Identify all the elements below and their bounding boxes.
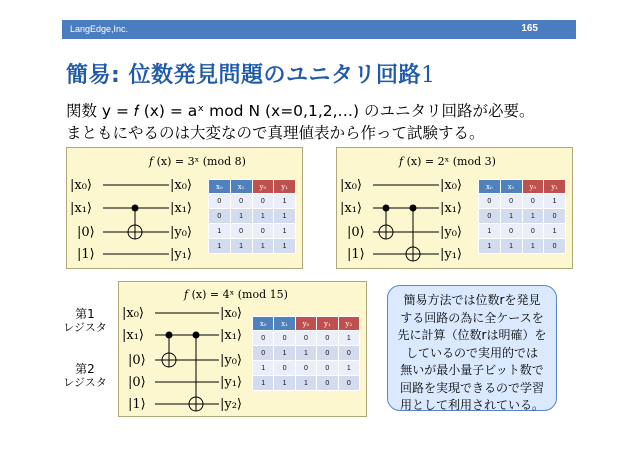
table-header-cell: y₁ <box>317 317 338 331</box>
wire-out-label: |y₂⟩ <box>220 397 243 412</box>
table-header-cell: y₀ <box>252 180 274 194</box>
register-label-2 <box>55 362 115 390</box>
cnot-control <box>383 205 390 212</box>
table-row <box>253 346 360 361</box>
table-cell: 1 <box>500 209 522 224</box>
table-cell: 1 <box>479 239 501 254</box>
table-cell: 0 <box>317 376 338 391</box>
cnot-control <box>193 332 200 339</box>
wire-out-label: |x₁⟩ <box>440 201 462 216</box>
register-label-1 <box>55 307 115 335</box>
table-header-cell: y₀ <box>295 317 316 331</box>
formula: 𝑓 (x) = 3ˣ (mod 8) <box>149 155 246 168</box>
title-number: 1 <box>420 63 436 88</box>
register-1-title: 第1 <box>75 307 95 321</box>
table-cell: 0 <box>209 209 231 224</box>
wire-out-label: |y₀⟩ <box>170 225 193 240</box>
table-cell: 1 <box>338 331 359 346</box>
wire-out-label: |y₁⟩ <box>440 247 463 262</box>
table-cell: 1 <box>230 209 252 224</box>
table-cell: 0 <box>500 194 522 209</box>
wire-out-label: |x₀⟩ <box>220 306 242 321</box>
wire-in-label: |x₀⟩ <box>122 306 144 321</box>
wire-in-label: |0⟩ <box>128 375 146 390</box>
callout-line: 無いが最小量子ビット数で <box>400 363 544 377</box>
slide-title <box>66 58 435 89</box>
callout-text <box>388 292 556 415</box>
table-row <box>479 209 566 224</box>
table-cell: 0 <box>522 224 544 239</box>
table-header-cell: x₁ <box>274 317 295 331</box>
wire-in-label: |x₀⟩ <box>340 178 362 193</box>
callout-line: 簡易方法では位数rを発見 <box>403 293 541 307</box>
table-cell: 0 <box>295 361 316 376</box>
table-row <box>209 194 296 209</box>
table-row <box>479 239 566 254</box>
table-row <box>479 224 566 239</box>
wire-out-label: |y₀⟩ <box>440 225 463 240</box>
table-cell: 1 <box>209 224 231 239</box>
wire-out-label: |y₁⟩ <box>170 247 193 262</box>
table-cell: 1 <box>274 239 296 254</box>
table-cell: 1 <box>209 239 231 254</box>
title-main: 位数発見問題のユニタリ回路 <box>128 63 421 88</box>
wire-in-label: |x₀⟩ <box>70 178 92 193</box>
table-cell: 0 <box>500 224 522 239</box>
table-cell: 0 <box>230 194 252 209</box>
table-cell: 0 <box>253 346 274 361</box>
table-cell: 1 <box>338 361 359 376</box>
table-row <box>253 361 360 376</box>
table-cell: 0 <box>252 224 274 239</box>
formula: 𝑓 (x) = 4ˣ (mod 15) <box>184 288 288 301</box>
header-bar <box>62 20 576 39</box>
wire-out-label: |x₁⟩ <box>170 201 192 216</box>
table-cell: 0 <box>544 239 566 254</box>
callout-line: 先に計算（位数rは明確）を <box>397 328 547 342</box>
table-cell: 0 <box>230 224 252 239</box>
table-cell: 0 <box>252 194 274 209</box>
register-1-sub: レジスタ <box>63 321 107 334</box>
wire-out-label: |y₀⟩ <box>220 353 243 368</box>
wire-in-label: |x₁⟩ <box>122 328 144 343</box>
table-cell: 1 <box>295 346 316 361</box>
register-2-sub: レジスタ <box>63 376 107 389</box>
title-label: 簡易: <box>66 63 129 88</box>
table-cell: 1 <box>252 209 274 224</box>
table-cell: 1 <box>274 376 295 391</box>
table-header-cell: y₁ <box>544 180 566 194</box>
formula: 𝑓 (x) = 2ˣ (mod 3) <box>399 155 496 168</box>
register-2-title: 第2 <box>75 362 95 376</box>
truth-table-1 <box>208 179 296 254</box>
truth-table-2 <box>478 179 566 254</box>
table-row <box>209 239 296 254</box>
table-cell: 1 <box>500 239 522 254</box>
table-row <box>479 194 566 209</box>
table-cell: 0 <box>338 376 359 391</box>
wire-out-label: |x₁⟩ <box>220 328 242 343</box>
callout-line: しているので実用的では <box>405 345 538 360</box>
wire-in-label: |0⟩ <box>347 225 365 240</box>
table-cell: 0 <box>295 331 316 346</box>
table-header-cell: x₁ <box>500 180 522 194</box>
table-header-cell: x₀ <box>209 180 231 194</box>
callout-line: 用として利用されている。 <box>399 398 544 412</box>
table-cell: 1 <box>253 361 274 376</box>
wire-out-label: |y₁⟩ <box>220 375 243 390</box>
wire-in-label: |1⟩ <box>347 247 365 262</box>
table-row <box>209 209 296 224</box>
table-cell: 1 <box>274 209 296 224</box>
table-cell: 0 <box>522 194 544 209</box>
table-cell: 0 <box>317 346 338 361</box>
table-cell: 1 <box>544 224 566 239</box>
table-cell: 0 <box>479 209 501 224</box>
table-header-cell: x₀ <box>479 180 501 194</box>
table-cell: 0 <box>479 194 501 209</box>
callout-box <box>387 285 557 411</box>
circuit-panel-3 <box>118 281 367 417</box>
callout-line: 回路を実現できるので学習 <box>399 380 544 395</box>
cnot-control <box>410 205 417 212</box>
wire-out-label: |x₀⟩ <box>440 178 462 193</box>
cnot-control <box>166 332 173 339</box>
wire-in-label: |x₁⟩ <box>70 201 92 216</box>
table-row <box>253 376 360 391</box>
table-cell: 0 <box>253 331 274 346</box>
table-cell: 1 <box>274 346 295 361</box>
table-header-row <box>253 317 360 331</box>
table-header-cell: y₁ <box>274 180 296 194</box>
body-line-1: 関数 y = 𝑓 (x) = aˣ mod N (x=0,1,2,…) のユニタリ回路が必要。 <box>66 102 535 120</box>
wire-in-label: |1⟩ <box>77 247 95 262</box>
table-cell: 1 <box>522 239 544 254</box>
table-cell: 0 <box>209 194 231 209</box>
table-header-cell: x₀ <box>253 317 274 331</box>
page-number: 165 <box>521 23 538 34</box>
cnot-control <box>132 205 139 212</box>
table-row <box>209 224 296 239</box>
wire-in-label: |1⟩ <box>128 397 146 412</box>
callout-line: する回路の為に全ケースを <box>400 310 544 325</box>
table-header-row <box>479 180 566 194</box>
table-header-row <box>209 180 296 194</box>
table-cell: 0 <box>338 346 359 361</box>
wire-in-label: |0⟩ <box>128 353 146 368</box>
table-header-cell: y₂ <box>338 317 359 331</box>
table-cell: 1 <box>522 209 544 224</box>
circuit-panel-1 <box>66 147 303 269</box>
table-cell: 1 <box>274 224 296 239</box>
body-line-2: まともにやるのは大変なので真理値表から作って試験する。 <box>66 124 485 142</box>
table-cell: 1 <box>295 376 316 391</box>
table-cell: 1 <box>479 224 501 239</box>
table-cell: 0 <box>317 331 338 346</box>
table-cell: 1 <box>230 239 252 254</box>
table-cell: 0 <box>544 209 566 224</box>
table-header-cell: x₁ <box>230 180 252 194</box>
circuit-panel-2 <box>336 147 573 269</box>
table-header-cell: y₀ <box>522 180 544 194</box>
table-cell: 0 <box>274 361 295 376</box>
table-cell: 1 <box>252 239 274 254</box>
table-cell: 1 <box>544 194 566 209</box>
wire-out-label: |x₀⟩ <box>170 178 192 193</box>
table-cell: 0 <box>274 331 295 346</box>
table-row <box>253 331 360 346</box>
table-cell: 0 <box>317 361 338 376</box>
wire-in-label: |x₁⟩ <box>340 201 362 216</box>
table-cell: 1 <box>274 194 296 209</box>
company-name: LangEdge,Inc. <box>70 24 129 34</box>
table-cell: 1 <box>253 376 274 391</box>
truth-table-3 <box>252 316 360 391</box>
wire-in-label: |0⟩ <box>77 225 95 240</box>
